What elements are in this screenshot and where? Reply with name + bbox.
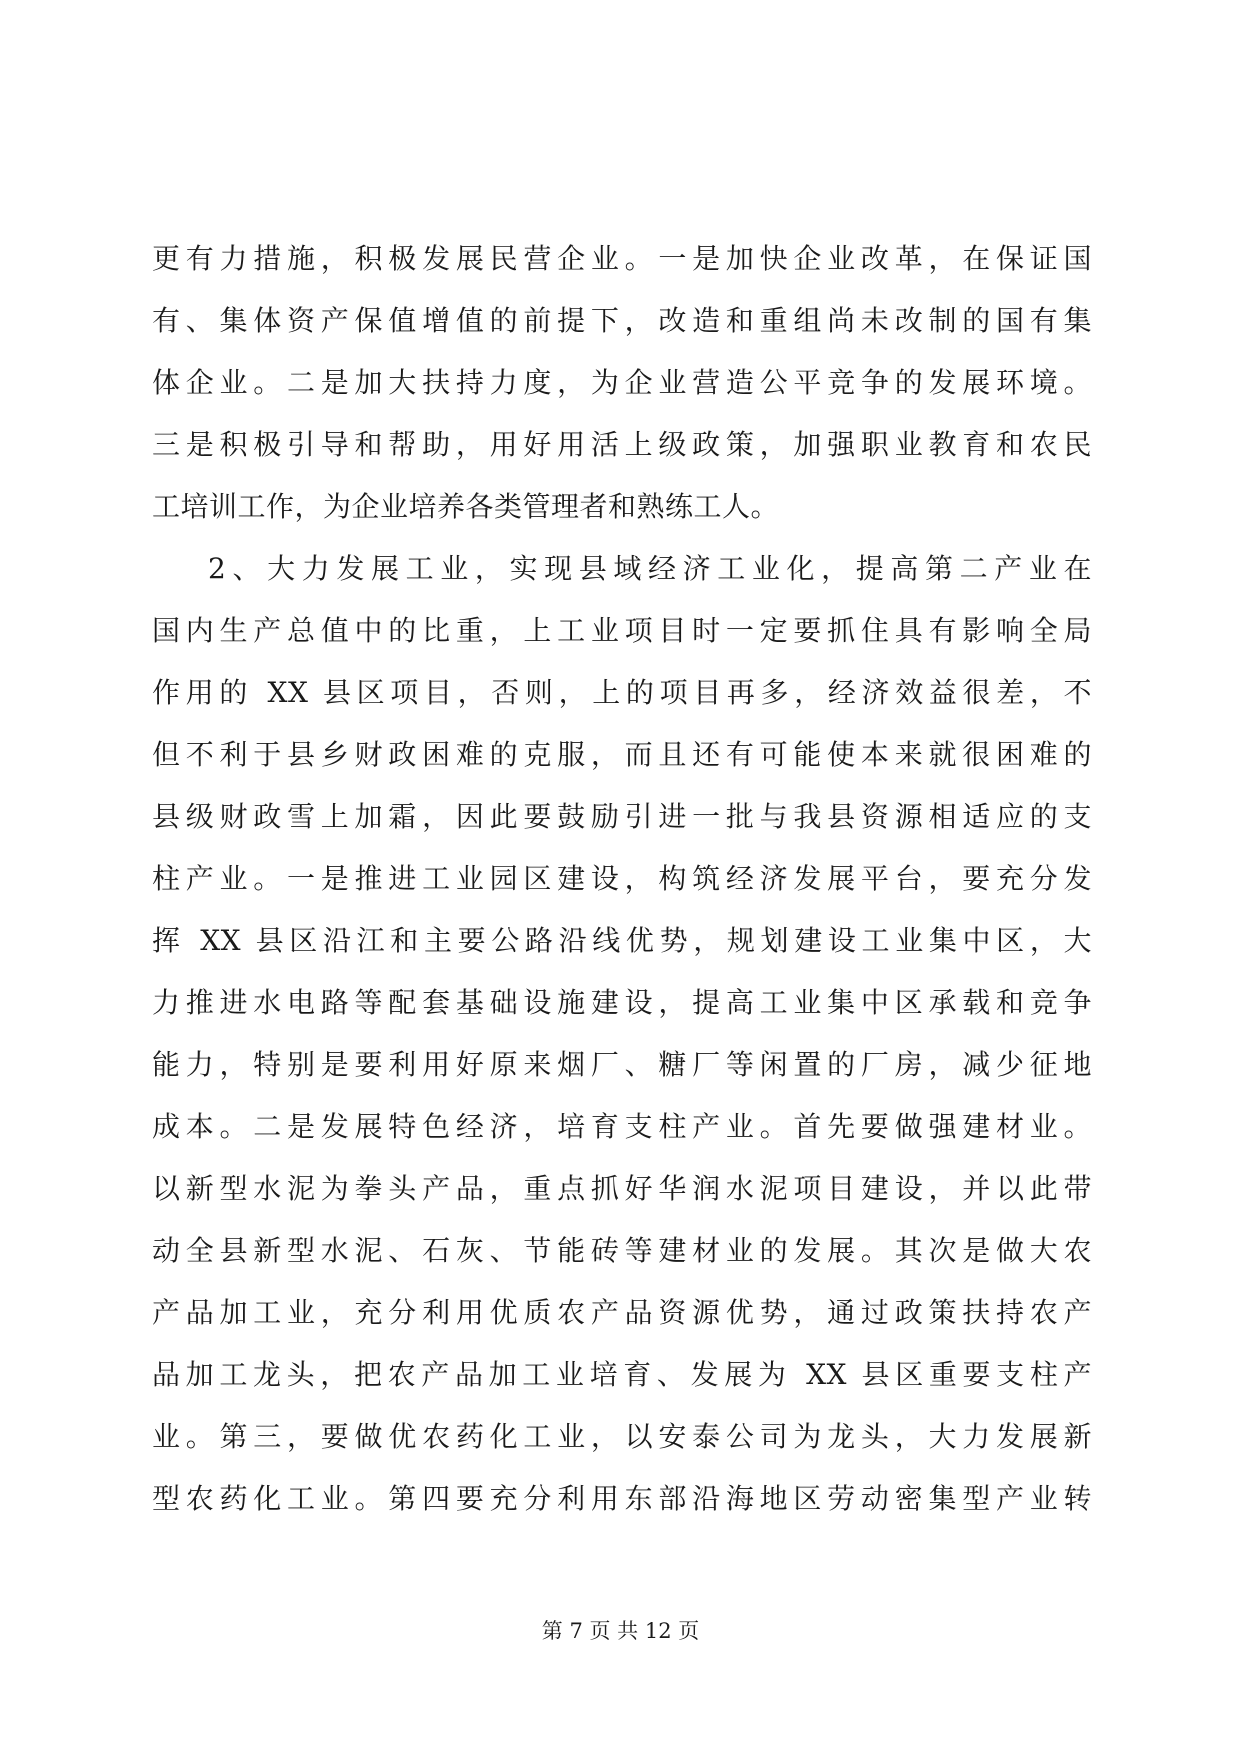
text-line: 作用的 XX 县区项目，否则，上的项目再多，经济效益很差，不 — [152, 676, 1092, 709]
text-line: 国内生产总值中的比重，上工业项目时一定要抓住具有影响全局 — [152, 614, 1092, 647]
text-line: 品加工龙头，把农产品加工业培育、发展为 XX 县区重要支柱产 — [152, 1358, 1092, 1391]
text-line: 以新型水泥为拳头产品，重点抓好华润水泥项目建设，并以此带 — [152, 1172, 1092, 1205]
text-line: 能力，特别是要利用好原来烟厂、糖厂等闲置的厂房，减少征地 — [152, 1048, 1092, 1081]
text-line: 但不利于县乡财政困难的克服，而且还有可能使本来就很困难的 — [152, 738, 1092, 771]
body-text — [152, 228, 1092, 1530]
text-line: 型农药化工业。第四要充分利用东部沿海地区劳动密集型产业转 — [152, 1482, 1092, 1515]
text-line: 县级财政雪上加霜，因此要鼓励引进一批与我县资源相适应的支 — [152, 800, 1092, 833]
text-line: 力推进水电路等配套基础设施建设，提高工业集中区承载和竞争 — [152, 986, 1092, 1019]
text-line: 更有力措施，积极发展民营企业。一是加快企业改革，在保证国 — [152, 242, 1092, 275]
text-line: 体企业。二是加大扶持力度，为企业营造公平竞争的发展环境。 — [152, 366, 1092, 399]
text-line: 工培训工作，为企业培养各类管理者和熟练工人。 — [152, 490, 780, 523]
text-line: 业。第三，要做优农药化工业，以安泰公司为龙头，大力发展新 — [152, 1420, 1092, 1453]
text-line: 挥 XX 县区沿江和主要公路沿线优势，规划建设工业集中区，大 — [152, 924, 1092, 957]
text-line: 有、集体资产保值增值的前提下，改造和重组尚未改制的国有集 — [152, 304, 1092, 337]
page-footer: 第 7 页 共 12 页 — [541, 1619, 700, 1643]
paragraph — [152, 538, 1092, 1530]
text-line: 动全县新型水泥、石灰、节能砖等建材业的发展。其次是做大农 — [152, 1234, 1092, 1267]
text-line: 柱产业。一是推进工业园区建设，构筑经济发展平台，要充分发 — [152, 862, 1092, 895]
text-line: 三是积极引导和帮助，用好用活上级政策，加强职业教育和农民 — [152, 428, 1092, 461]
text-line: 产品加工业，充分利用优质农产品资源优势，通过政策扶持农产 — [152, 1296, 1092, 1329]
paragraph — [152, 228, 1092, 538]
text-line: 2、大力发展工业，实现县域经济工业化，提高第二产业在 — [208, 552, 1092, 585]
text-line: 成本。二是发展特色经济，培育支柱产业。首先要做强建材业。 — [152, 1110, 1092, 1143]
